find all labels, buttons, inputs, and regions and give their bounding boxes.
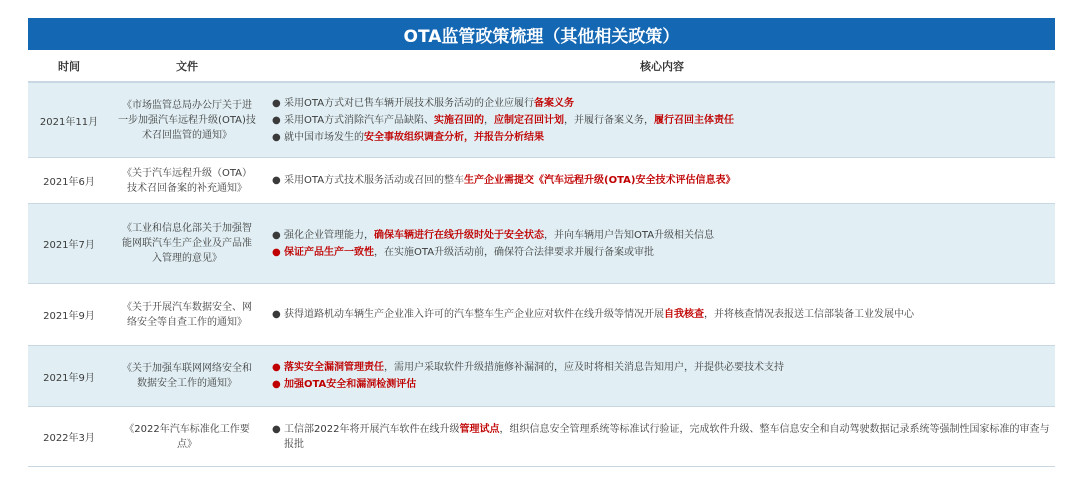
bullet-dot-icon: ● [272, 362, 281, 373]
bullet-text: ，组织信息安全管理系统等标准试行验证，完成软件升级、整车信息安全和自动驾驶数据记录系统等强制性国家标准的审查与报批 [284, 423, 1050, 450]
bullet-text: ，并将核查情况表报送工信部装备工业发展中心 [704, 309, 914, 320]
bullet-item [272, 228, 714, 243]
bullet-dot-icon: ● [272, 114, 281, 126]
bullet-text: 采用OTA方式消除汽车产品缺陷、 [284, 114, 435, 126]
bullet-dot-icon: ● [272, 379, 281, 390]
row-content [272, 204, 1052, 283]
row-content [272, 83, 1052, 157]
row-content [272, 158, 1052, 203]
row-content [272, 407, 1052, 466]
row-time: 2022年3月 [43, 433, 95, 444]
bullet-dot-icon: ● [272, 131, 281, 143]
table-row [28, 158, 1055, 204]
bullet-dot-icon: ● [272, 309, 281, 320]
table-row [28, 83, 1055, 158]
row-doc: 《关于加强车联网网络安全和数据安全工作的通知》 [122, 363, 252, 389]
row-doc: 《2022年汽车标准化工作要点》 [124, 423, 250, 450]
row-time: 2021年6月 [43, 177, 95, 188]
bullet-text: 采用OTA方式技术服务活动或召回的整车 [284, 175, 465, 186]
bullet-item [272, 377, 416, 392]
bullet-text: ，需用户采取软件升级措施修补漏洞的，应及时将相关消息告知用户，并提供必要技术支持 [384, 362, 784, 373]
table-header [28, 50, 1055, 83]
bullet-dot-icon: ● [272, 246, 281, 258]
bullet-item [272, 96, 574, 111]
bullet-item [272, 113, 734, 128]
row-content [272, 346, 1052, 406]
table-row [28, 407, 1055, 467]
table-row [28, 284, 1055, 346]
bullet-highlight: 保证产品生产一致性 [284, 246, 374, 258]
page-title: OTA监管政策梳理（其他相关政策） [28, 18, 1055, 50]
row-time: 2021年7月 [43, 240, 95, 251]
row-content [272, 284, 1052, 345]
bullet-item [272, 422, 1054, 452]
bullet-highlight: 落实安全漏洞管理责任 [284, 362, 384, 373]
bullet-dot-icon: ● [272, 97, 281, 109]
bullet-item [272, 173, 735, 188]
row-doc: 《市场监管总局办公厅关于进一步加强汽车远程升级(OTA)技术召回监管的通知》 [118, 99, 256, 141]
bullet-highlight: 安全事故组织调查分析，并报告分析结果 [364, 131, 544, 143]
row-doc: 《关于开展汽车数据安全、网络安全等自查工作的通知》 [122, 301, 252, 328]
bullet-item [272, 245, 654, 260]
row-time: 2021年9月 [43, 372, 95, 384]
bullet-text: 采用OTA方式对已售车辆开展技术服务活动的企业应履行 [284, 97, 535, 109]
bullet-text: ， [484, 114, 495, 126]
bullet-highlight: 生产企业需提交《汽车远程升级(OTA)安全技术评估信息表》 [464, 175, 736, 186]
bullet-item [272, 130, 544, 145]
table-row [28, 346, 1055, 407]
bullet-highlight: 加强OTA安全和漏洞检测评估 [284, 379, 417, 390]
bullet-highlight: 应制定召回计划 [494, 114, 565, 126]
header-doc: 文件 [176, 59, 198, 73]
bullet-highlight: 实施召回的 [434, 114, 485, 126]
bullet-text: ，并向车辆用户告知OTA升级相关信息 [544, 229, 715, 241]
bullet-text: 获得道路机动车辆生产企业准入许可的汽车整车生产企业应对软件在线升级等情况开展 [284, 309, 664, 320]
header-time: 时间 [58, 59, 80, 73]
bullet-text: 强化企业管理能力， [284, 229, 374, 241]
bullet-highlight: 自我核查 [664, 309, 704, 320]
bullet-highlight: 备案义务 [534, 97, 575, 109]
table-row [28, 204, 1055, 284]
bullet-dot-icon: ● [272, 423, 281, 435]
header-content: 核心内容 [640, 59, 684, 73]
row-time: 2021年11月 [39, 116, 99, 128]
bullet-text: 工信部2022年将开展汽车软件在线升级 [284, 423, 460, 435]
bullet-dot-icon: ● [272, 175, 281, 186]
bullet-text: ，并履行备案义务， [564, 114, 655, 126]
bullet-highlight: 确保车辆进行在线升级时处于安全状态 [374, 229, 544, 241]
row-doc: 《关于汽车远程升级（OTA）技术召回备案的补充通知》 [121, 167, 253, 194]
row-doc: 《工业和信息化部关于加强智能网联汽车生产企业及产品准入管理的意见》 [122, 223, 252, 264]
bullet-item [272, 360, 784, 375]
row-time: 2021年9月 [43, 311, 95, 322]
bullet-dot-icon: ● [272, 229, 281, 241]
bullet-highlight: 履行召回主体责任 [654, 114, 735, 126]
bullet-text: ，在实施OTA升级活动前，确保符合法律要求并履行备案或审批 [374, 246, 655, 258]
bullet-item [272, 307, 914, 322]
bullet-highlight: 管理试点 [459, 423, 500, 435]
bullet-text: 就中国市场发生的 [284, 131, 364, 143]
